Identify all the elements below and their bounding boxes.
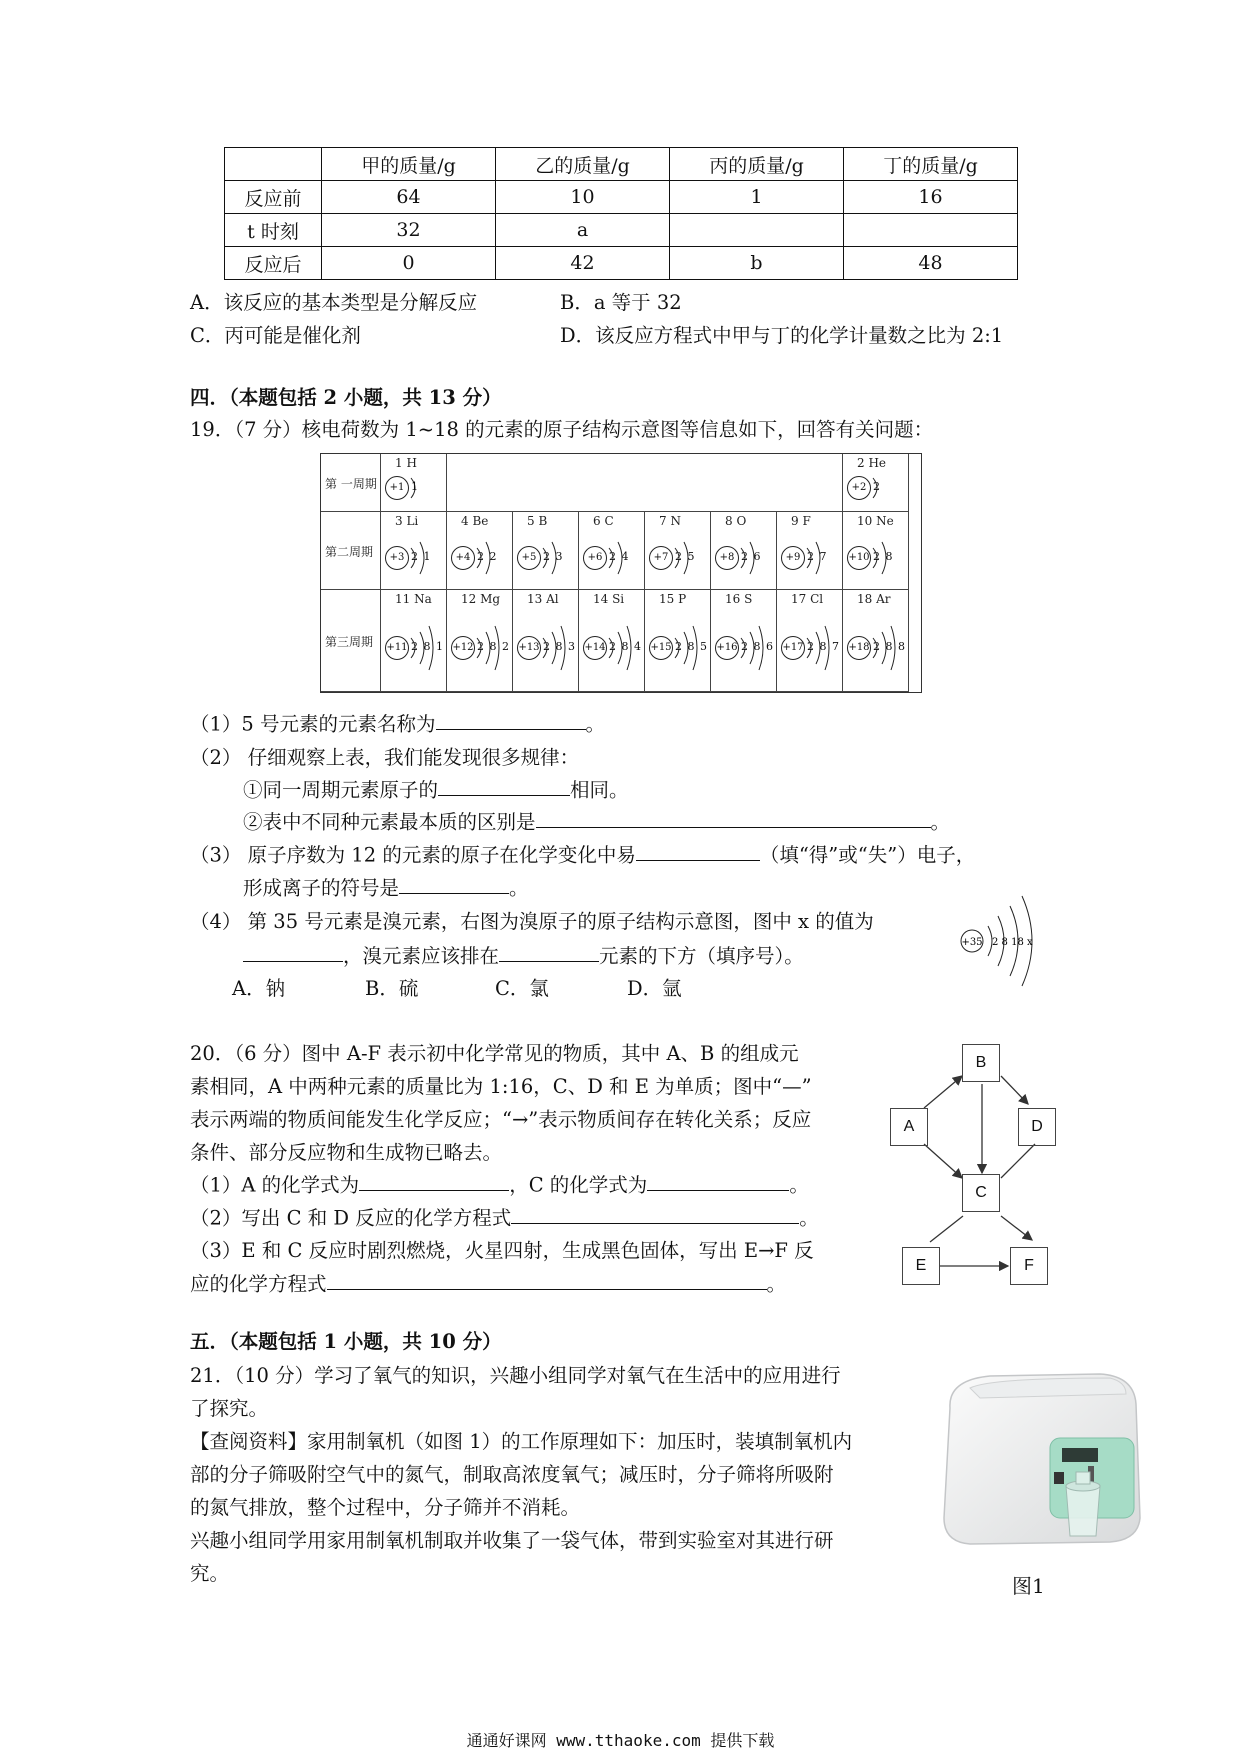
element-label: 5 B [527, 514, 548, 528]
arrow-b-to-d [1001, 1076, 1028, 1104]
mass-table [224, 147, 1018, 280]
table-cell: 16 [844, 181, 1018, 214]
table-header: 甲的质量/g [322, 148, 496, 181]
table-cell [844, 214, 1018, 247]
section-5-title: 五．（本题包括 1 小题，共 10 分） [190, 1330, 502, 1353]
table-row [225, 181, 1018, 214]
electron-shells: 2 8 3 [543, 640, 576, 653]
nucleus-circle: +3 [385, 546, 409, 570]
element-cell [447, 590, 513, 692]
nucleus-circle: +4 [451, 546, 475, 570]
q21-line1: 21．（10 分）学习了氧气的知识，兴趣小组同学对氧气在生活中的应用进行 [190, 1364, 841, 1387]
oxygen-concentrator-image [930, 1368, 1148, 1550]
element-label: 2 He [857, 456, 887, 470]
electron-shells: 2 5 [675, 550, 696, 563]
q19-option-a: A．钠 [232, 977, 286, 1000]
q19-sub4-line1: （4） 第 35 号元素是溴元素，右图为溴原子的原子结构示意图，图中 x 的值为 [190, 910, 874, 933]
element-label: 17 Cl [791, 592, 824, 606]
table-header-row [225, 148, 1018, 181]
q19-sub1 [190, 708, 605, 736]
bromine-shells: 2 8 18 x [992, 937, 1033, 948]
period-label: 第二周期 [325, 545, 374, 559]
electron-shells: 2 [873, 480, 881, 493]
periodic-table-figure [320, 453, 922, 693]
table-row [225, 214, 1018, 247]
line-c-e [930, 1216, 963, 1242]
element-label: 1 H [395, 456, 417, 470]
q21-line2: 了探究。 [190, 1397, 269, 1420]
answer-blank [359, 1169, 509, 1191]
electron-shells: 2 1 [411, 550, 432, 563]
table-cell [670, 214, 844, 247]
element-label: 7 N [659, 514, 681, 528]
element-label: 15 P [659, 592, 687, 606]
q20-sub1-text2: ，C 的化学式为 [509, 1173, 648, 1197]
q20-sub3-end: 。 [766, 1272, 787, 1296]
element-label: 3 Li [395, 514, 419, 528]
answer-blank [327, 1268, 767, 1290]
q19-sub4-text: ，溴元素应该排在 [343, 944, 500, 968]
q19-stem: 19．（7 分）核电荷数为 1~18 的元素的原子结构示意图等信息如下，回答有关问题： [190, 418, 934, 441]
node-a: A [890, 1108, 928, 1146]
nucleus-circle: +16 [715, 636, 739, 660]
line-c-d [1001, 1144, 1035, 1178]
bromine-atom-diagram [958, 888, 1058, 988]
bromine-nucleus: +35 [961, 937, 983, 948]
q20-sub3-line2 [190, 1268, 786, 1296]
q20-sub3-text: 应的化学方程式 [190, 1272, 327, 1296]
answer-blank [399, 872, 509, 894]
q20-sub1-text: （1）A 的化学式为 [190, 1173, 360, 1197]
element-cell [711, 512, 777, 590]
node-d: D [1018, 1108, 1056, 1146]
node-b: B [962, 1044, 1000, 1082]
answer-blank [436, 708, 586, 730]
q20-sub1-end: 。 [789, 1173, 809, 1197]
electron-shells: 2 8 2 [477, 640, 510, 653]
q19-sub2-2 [243, 806, 950, 834]
table-header: 丁的质量/g [844, 148, 1018, 181]
table-cell: 64 [322, 181, 496, 214]
q20-sub2 [190, 1202, 819, 1230]
electron-shells: 1 [411, 480, 419, 493]
electron-shells: 2 8 4 [609, 640, 642, 653]
element-label: 12 Mg [461, 592, 501, 606]
element-cell [579, 512, 645, 590]
element-cell [579, 590, 645, 692]
node-c: C [962, 1174, 1000, 1212]
table-header: 乙的质量/g [496, 148, 670, 181]
answer-blank [647, 1169, 789, 1191]
element-cell [777, 590, 843, 692]
element-label: 8 O [725, 514, 747, 528]
q19-sub3-text2: （填“得”或“失”）电子， [759, 843, 976, 867]
nucleus-circle: +8 [715, 546, 739, 570]
node-f: F [1010, 1247, 1048, 1285]
q20-sub2-text: （2）写出 C 和 D 反应的化学方程式 [190, 1206, 512, 1230]
table-row [225, 247, 1018, 280]
electron-shells: 2 4 [609, 550, 630, 563]
element-label: 6 C [593, 514, 614, 528]
nucleus-circle: +10 [847, 546, 871, 570]
table-cell: 48 [844, 247, 1018, 280]
element-label: 10 Ne [857, 514, 894, 528]
element-label: 18 Ar [857, 592, 891, 606]
q19-option-b: B．硫 [365, 977, 419, 1000]
nucleus-circle: +12 [451, 636, 475, 660]
element-cell [843, 512, 909, 590]
table-cell: a [496, 214, 670, 247]
section-4-title: 四．（本题包括 2 小题，共 13 分） [190, 386, 502, 409]
q20-line2: 素相同，A 中两种元素的质量比为 1:16，C、D 和 E 为单质；图中“—” [190, 1075, 812, 1098]
period-label-cell [321, 590, 381, 692]
nucleus-circle: +11 [385, 636, 409, 660]
empty-cell [447, 454, 843, 512]
period-label: 第三周期 [325, 635, 374, 649]
arrow-a-to-b [924, 1076, 962, 1108]
element-cell [381, 454, 447, 512]
q20-sub2-end: 。 [799, 1206, 819, 1230]
table-cell: 0 [322, 247, 496, 280]
table-header: 丙的质量/g [670, 148, 844, 181]
nucleus-circle: +2 [847, 476, 871, 500]
electron-shells: 2 3 [543, 550, 564, 563]
electron-shells: 2 8 5 [675, 640, 708, 653]
electron-shells: 2 8 6 [741, 640, 774, 653]
period-label: 第 一周期 [325, 477, 377, 491]
nucleus-circle: +9 [781, 546, 805, 570]
table-cell: 42 [496, 247, 670, 280]
table-cell: 1 [670, 181, 844, 214]
q21-line7: 究。 [190, 1562, 230, 1585]
q19-sub2-2-text: ②表中不同种元素最本质的区别是 [243, 810, 536, 834]
element-label: 13 Al [527, 592, 559, 606]
q18-option-c: C．丙可能是催化剂 [190, 324, 361, 347]
electron-shells: 2 6 [741, 550, 762, 563]
q19-sub2: （2） 仔细观察上表，我们能发现很多规律： [190, 746, 580, 769]
table-cell: b [670, 247, 844, 280]
table-cell: 32 [322, 214, 496, 247]
table-cell: t 时刻 [225, 214, 322, 247]
electron-shells: 2 8 [873, 550, 894, 563]
arrow-c-to-f [1001, 1216, 1032, 1240]
electron-shells: 2 7 [807, 550, 828, 563]
answer-blank [499, 940, 599, 962]
nucleus-circle: +15 [649, 636, 673, 660]
element-label: 11 Na [395, 592, 432, 606]
element-label: 4 Be [461, 514, 489, 528]
arrow-a-to-c [924, 1144, 962, 1178]
q18-option-b: B．a 等于 32 [560, 291, 682, 314]
node-e: E [902, 1247, 940, 1285]
nucleus-circle: +13 [517, 636, 541, 660]
element-cell [645, 512, 711, 590]
q19-sub3-line1 [190, 839, 975, 867]
element-cell [381, 512, 447, 590]
nucleus-circle: +1 [385, 476, 409, 500]
q20-sub3-line1: （3）E 和 C 反应时剧烈燃烧，火星四射，生成黑色固体，写出 E→F 反 [190, 1239, 814, 1262]
q19-sub2-1-end: 相同。 [570, 778, 629, 802]
q19-sub1-text: （1）5 号元素的元素名称为 [190, 712, 436, 736]
q19-sub2-1-text: ①同一周期元素原子的 [243, 778, 439, 802]
table-cell [225, 148, 322, 181]
element-label: 9 F [791, 514, 811, 528]
element-cell [843, 590, 909, 692]
table-cell: 10 [496, 181, 670, 214]
element-cell [777, 512, 843, 590]
q21-line6: 兴趣小组同学用家用制氧机制取并收集了一袋气体，带到实验室对其进行研 [190, 1529, 834, 1552]
element-label: 16 S [725, 592, 753, 606]
q19-sub2-2-end: 。 [930, 810, 951, 834]
q20-line4: 条件、部分反应物和生成物已略去。 [190, 1141, 503, 1164]
answer-blank [438, 774, 570, 796]
element-cell [513, 512, 579, 590]
table-cell: 反应前 [225, 181, 322, 214]
nucleus-circle: +7 [649, 546, 673, 570]
q19-sub4-text2: 元素的下方（填序号）。 [599, 944, 804, 968]
q21-line3: 【查阅资料】家用制氧机（如图 1）的工作原理如下：加压时，装填制氧机内 [190, 1430, 853, 1453]
period-label-cell [321, 512, 381, 590]
figure-1-caption: 图1 [1012, 1574, 1045, 1598]
nucleus-circle: +6 [583, 546, 607, 570]
page-footer: 通通好课网 www.tthaoke.com 提供下载 [466, 1731, 775, 1750]
q19-sub4-line2 [243, 940, 804, 968]
answer-blank [636, 839, 760, 861]
q19-sub3-text3: 形成离子的符号是 [243, 876, 400, 900]
q18-option-a: A．该反应的基本类型是分解反应 [190, 291, 478, 314]
q19-sub3-text: （3） 原子序数为 12 的元素的原子在化学变化中易 [190, 843, 636, 867]
q20-line1: 20．（6 分）图中 A-F 表示初中化学常见的物质，其中 A、B 的组成元 [190, 1042, 799, 1065]
q19-sub3-line2 [243, 872, 529, 900]
q18-option-d: D．该反应方程式中甲与丁的化学计量数之比为 2:1 [560, 324, 1004, 347]
element-cell [381, 590, 447, 692]
electron-shells: 2 8 7 [807, 640, 840, 653]
table-cell: 反应后 [225, 247, 322, 280]
nucleus-circle: +5 [517, 546, 541, 570]
electron-shells: 2 8 8 [873, 640, 906, 653]
nucleus-circle: +18 [847, 636, 871, 660]
electron-shells: 2 8 1 [411, 640, 444, 653]
element-cell [843, 454, 909, 512]
answer-blank [536, 806, 931, 828]
element-cell [711, 590, 777, 692]
nucleus-circle: +17 [781, 636, 805, 660]
q21-line4: 部的分子筛吸附空气中的氮气，制取高浓度氧气；减压时，分子筛将所吸附 [190, 1463, 834, 1486]
q19-sub1-end: 。 [585, 712, 606, 736]
answer-blank [243, 940, 343, 962]
period-label-cell [321, 454, 381, 512]
element-label: 14 Si [593, 592, 625, 606]
q19-sub2-1 [243, 774, 629, 802]
electron-shells: 2 2 [477, 550, 498, 563]
element-cell [513, 590, 579, 692]
answer-blank [511, 1202, 799, 1224]
q20-line3: 表示两端的物质间能发生化学反应；“→”表示物质间存在转化关系；反应 [190, 1108, 812, 1131]
q19-option-c: C．氯 [495, 977, 549, 1000]
q20-sub1 [190, 1169, 809, 1197]
nucleus-circle: +14 [583, 636, 607, 660]
q19-sub3-end: 。 [509, 876, 529, 900]
element-cell [447, 512, 513, 590]
element-cell [645, 590, 711, 692]
q21-line5: 的氮气排放，整个过程中，分子筛并不消耗。 [190, 1496, 581, 1519]
q19-option-d: D．氩 [627, 977, 682, 1000]
